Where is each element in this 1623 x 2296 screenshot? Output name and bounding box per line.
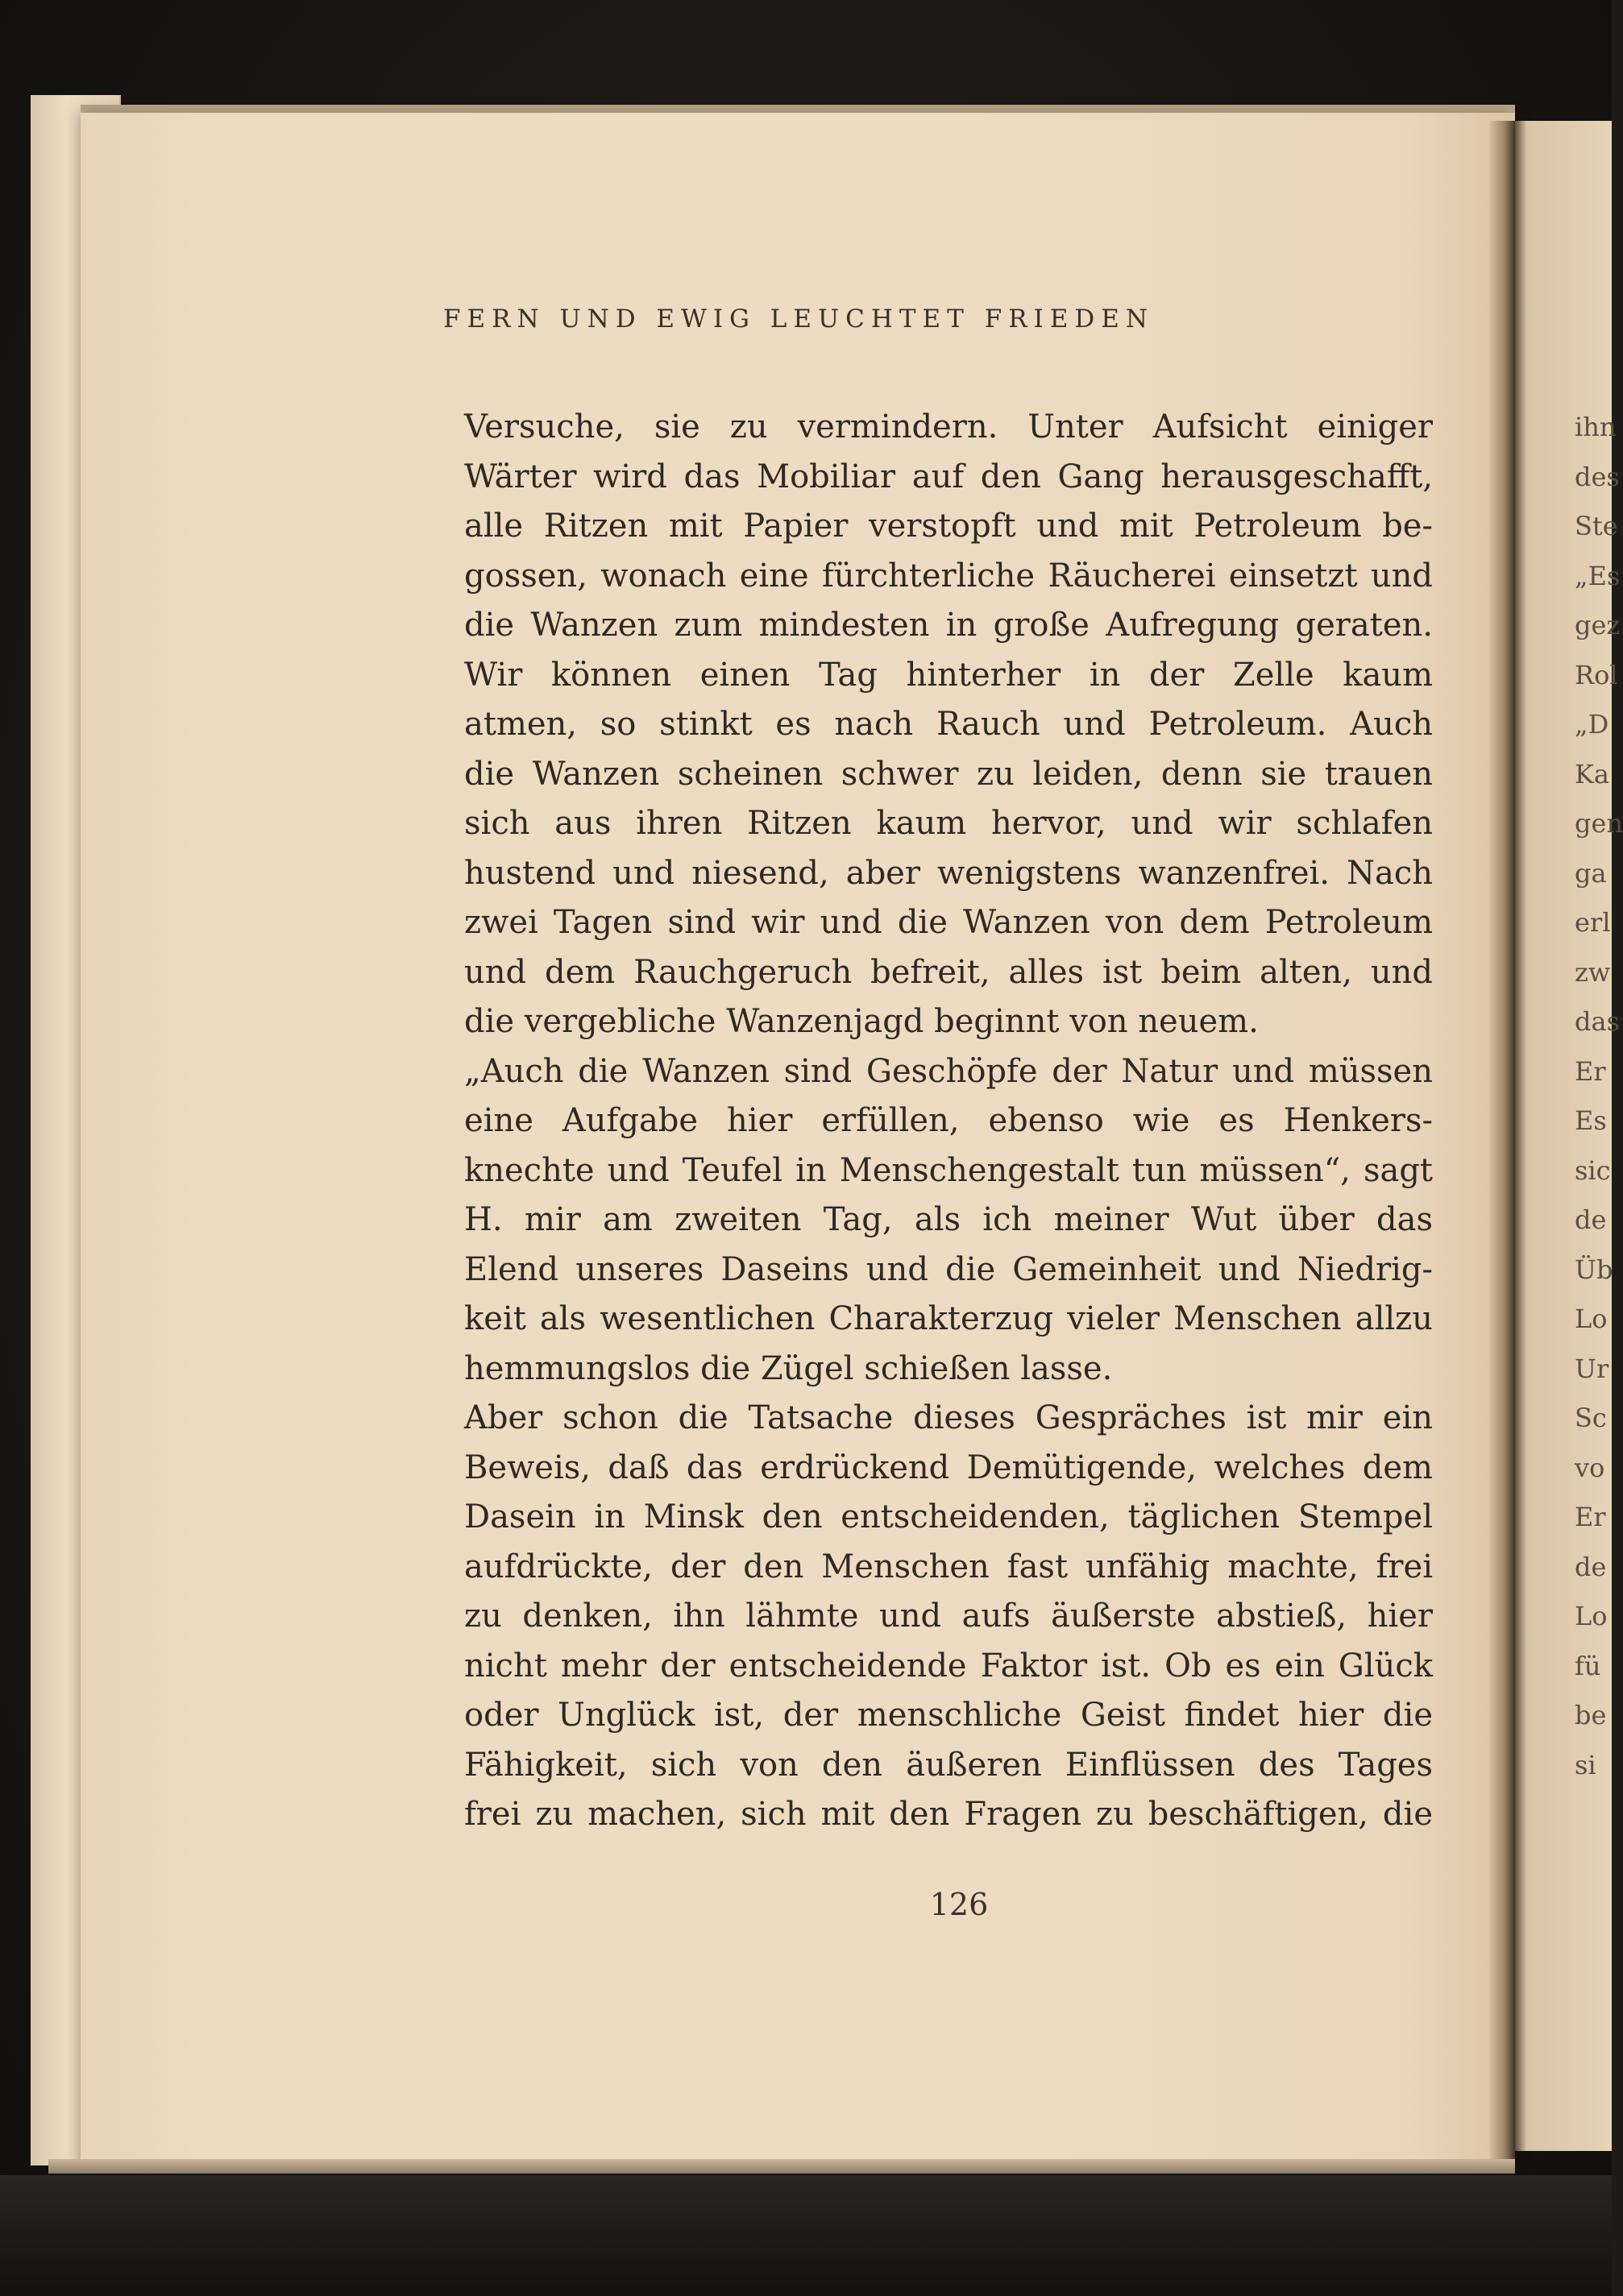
facing-page-fragment: gen — [1575, 808, 1623, 839]
text-line: nicht mehr der entscheidende Faktor ist. Ob es ein Glück — [464, 1647, 1433, 1685]
text-line: Versuche, sie zu vermindern. Unter Aufsicht einiger — [464, 408, 1433, 446]
facing-page-fragment: Sc — [1575, 1403, 1607, 1433]
text-line: H. mir am zweiten Tag, als ich meiner Wut über das — [464, 1201, 1433, 1238]
text-line: die vergebliche Wanzenjagd beginnt von neuem. — [464, 1003, 1259, 1040]
text-line: gossen, wonach eine fürchterliche Räucherei einsetzt und — [464, 557, 1433, 595]
facing-page-fragment: Es — [1575, 1105, 1607, 1136]
text-line: Wir können einen Tag hinterher in der Zelle kaum — [464, 656, 1433, 694]
text-line: Elend unseres Daseins und die Gemeinheit und Niedrig- — [464, 1250, 1433, 1288]
text-line: frei zu machen, sich mit den Fragen zu beschäftigen, die — [464, 1796, 1433, 1833]
facing-page-fragment: Rol — [1575, 659, 1618, 690]
facing-page-fragment: ga — [1575, 857, 1607, 889]
text-line: zu denken, ihn lähmte und aufs äußerste abstieß, hier — [464, 1598, 1433, 1635]
text-line: Beweis, daß das erdrückend Demütigende, welches dem — [464, 1448, 1433, 1486]
facing-page-fragment: ihn — [1575, 412, 1617, 442]
facing-page-fragment: si — [1575, 1749, 1596, 1780]
facing-page-text — [1575, 403, 1623, 1790]
facing-page-fragment: Ur — [1575, 1353, 1609, 1384]
facing-page-fragment: des — [1575, 461, 1620, 492]
text-line: sich aus ihren Ritzen kaum hervor, und wir schlafen — [464, 805, 1433, 842]
facing-page-fragment: vo — [1575, 1452, 1605, 1483]
text-line: keit als wesentlichen Charakterzug vieler Menschen allzu — [464, 1300, 1433, 1337]
facing-page-fragment: „D — [1575, 709, 1609, 740]
facing-page-fragment: zw — [1575, 956, 1611, 988]
text-line: aufdrückte, der den Menschen fast unfähig machte, frei — [464, 1548, 1433, 1585]
text-line: hemmungslos die Zügel schießen lasse. — [464, 1349, 1113, 1387]
facing-page-fragment: Üb — [1575, 1254, 1613, 1285]
facing-page-fragment: Er — [1575, 1502, 1606, 1532]
facing-page-fragment: sic — [1575, 1154, 1611, 1186]
text-line: Dasein in Minsk den entscheidenden, täglichen Stempel — [464, 1498, 1433, 1536]
page-bottom-edge — [48, 2159, 1515, 2174]
facing-page-fragment: de — [1575, 1551, 1607, 1582]
text-line: die Wanzen scheinen schwer zu leiden, denn sie trauen — [464, 755, 1433, 793]
text-line: Wärter wird das Mobiliar auf den Gang herausgeschafft, — [464, 458, 1433, 495]
text-line: knechte und Teufel in Menschengestalt tun müssen“, sagt — [464, 1151, 1433, 1189]
text-line: „Auch die Wanzen sind Geschöpfe der Natur und müssen — [464, 1052, 1433, 1090]
book-gutter — [1489, 121, 1515, 2171]
text-line: eine Aufgabe hier erfüllen, ebenso wie es Henkers- — [464, 1102, 1433, 1139]
facing-page-fragment: Er — [1575, 1055, 1606, 1087]
facing-page-fragment: gez — [1575, 610, 1621, 640]
facing-page-fragment: fü — [1575, 1650, 1601, 1681]
text-line: atmen, so stinkt es nach Rauch und Petroleum. Auch — [464, 706, 1433, 743]
body-text — [464, 403, 1433, 1840]
text-line: und dem Rauchgeruch befreit, alles ist beim alten, und — [464, 953, 1433, 991]
facing-page-fragment: Lo — [1575, 1303, 1608, 1334]
facing-page-fragment: Ka — [1575, 758, 1609, 790]
text-line: hustend und niesend, aber wenigstens wanzenfrei. Nach — [464, 854, 1433, 892]
running-head: FERN UND EWIG LEUCHTET FRIEDEN — [443, 305, 1155, 334]
facing-page-fragment: Ste — [1575, 511, 1618, 541]
text-line: Aber schon die Tatsache dieses Gespräches ist mir ein — [464, 1399, 1433, 1436]
facing-page-fragment: de — [1575, 1204, 1607, 1235]
page-number: 126 — [929, 1887, 989, 1922]
text-line: zwei Tagen sind wir und die Wanzen von dem Petroleum — [464, 904, 1433, 941]
facing-page-fragment: „Es — [1575, 560, 1621, 591]
facing-page-fragment: Lo — [1575, 1601, 1608, 1631]
text-line: die Wanzen zum mindesten in große Aufregung geraten. — [464, 607, 1433, 644]
text-line: oder Unglück ist, der menschliche Geist findet hier die — [464, 1697, 1433, 1734]
facing-page-fragment: erl — [1575, 907, 1611, 938]
text-line: Fähigkeit, sich von den äußeren Einflüssen des Tages — [464, 1746, 1433, 1784]
facing-page-fragment: das — [1575, 1006, 1620, 1037]
facing-page-fragment: be — [1575, 1700, 1607, 1730]
text-line: alle Ritzen mit Papier verstopft und mit Petroleum be- — [464, 508, 1433, 545]
bottom-shadow — [0, 2175, 1612, 2296]
